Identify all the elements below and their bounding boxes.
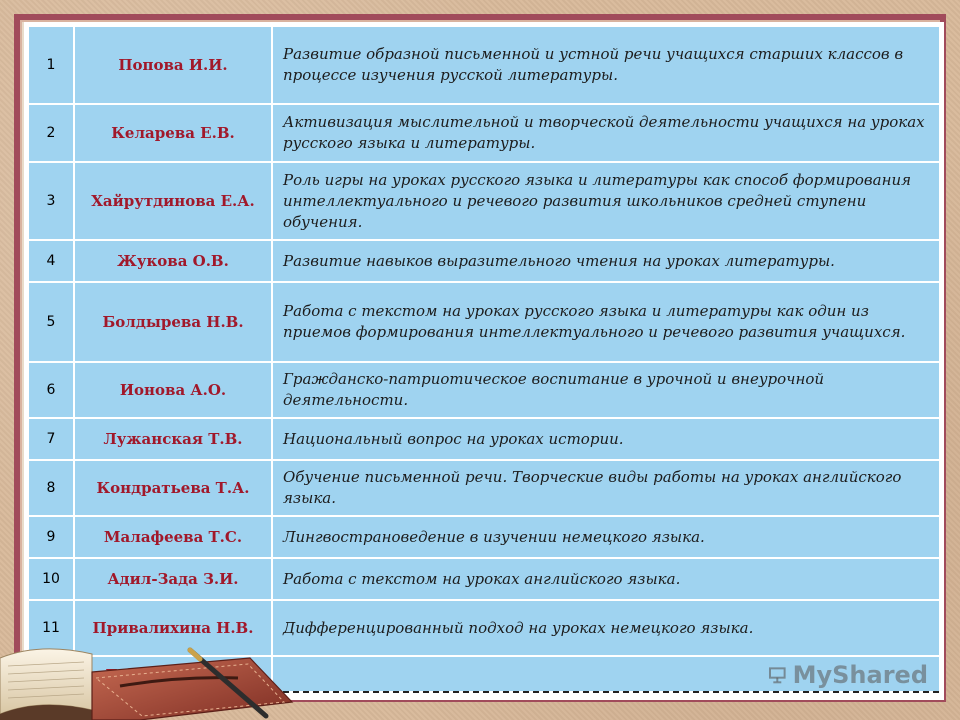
topic-text: Национальный вопрос на уроках истории.	[273, 419, 939, 459]
topic-text: Работа с текстом на уроках английского языка.	[273, 559, 939, 599]
teacher-name: Келарева Е.В.	[75, 105, 271, 161]
row-number: 11	[29, 601, 73, 655]
topic-text	[273, 657, 939, 693]
teachers-table	[27, 25, 941, 695]
table-row	[29, 419, 939, 459]
topic-text: Активизация мыслительной и творческой деятельности учащихся на уроках русского языка и литературы.	[273, 105, 939, 161]
topic-text: Развитие образной письменной и устной речи учащихся старших классов в процессе изучения русской литературы.	[273, 27, 939, 103]
table-row	[29, 27, 939, 103]
teacher-name: Хайрутдинова Е.А.	[75, 163, 271, 239]
topic-text: Развитие навыков выразительного чтения на уроках литературы.	[273, 241, 939, 281]
row-number: 10	[29, 559, 73, 599]
row-number: 5	[29, 283, 73, 361]
teachers-table-body	[29, 27, 939, 693]
table-row	[29, 559, 939, 599]
teacher-name: Жукова О.В.	[75, 241, 271, 281]
topic-text: Лингвострановедение в изучении немецкого языка.	[273, 517, 939, 557]
row-number: 4	[29, 241, 73, 281]
table-row	[29, 461, 939, 515]
teacher-name: Лужанская Т.В.	[75, 419, 271, 459]
row-number: 7	[29, 419, 73, 459]
table-row	[29, 163, 939, 239]
table-row	[29, 363, 939, 417]
table-row	[29, 105, 939, 161]
books-illustration	[0, 606, 300, 720]
row-number: 3	[29, 163, 73, 239]
teacher-name: Ионова А.О.	[75, 363, 271, 417]
teacher-name: Привалихина Н.В.	[75, 601, 271, 655]
teacher-name: Попова И.И.	[75, 27, 271, 103]
topic-text: Дифференцированный подход на уроках немецкого языка.	[273, 601, 939, 655]
row-number: 6	[29, 363, 73, 417]
row-number: 2	[29, 105, 73, 161]
teacher-name: Малафеева Т.С.	[75, 517, 271, 557]
row-number: 1	[29, 27, 73, 103]
topic-text: Обучение письменной речи. Творческие виды работы на уроках английского языка.	[273, 461, 939, 515]
teacher-name: Адил-Зада З.И.	[75, 559, 271, 599]
table-row	[29, 283, 939, 361]
topic-text: Гражданско-патриотическое воспитание в урочной и внеурочной деятельности.	[273, 363, 939, 417]
table-row	[29, 241, 939, 281]
row-number: 8	[29, 461, 73, 515]
topic-text: Работа с текстом на уроках русского языка и литературы как один из приемов формирования интеллектуального и речевого развития учащихся.	[273, 283, 939, 361]
teacher-name: Кондратьева Т.А.	[75, 461, 271, 515]
table-row	[29, 517, 939, 557]
row-number: 9	[29, 517, 73, 557]
teacher-name: Болдырева Н.В.	[75, 283, 271, 361]
teachers-table-container	[24, 22, 944, 700]
topic-text: Роль игры на уроках русского языка и литературы как способ формирования интеллектуального и речевого развития школьников средней ступени обучения.	[273, 163, 939, 239]
watermark-text: MyShared	[792, 661, 928, 689]
